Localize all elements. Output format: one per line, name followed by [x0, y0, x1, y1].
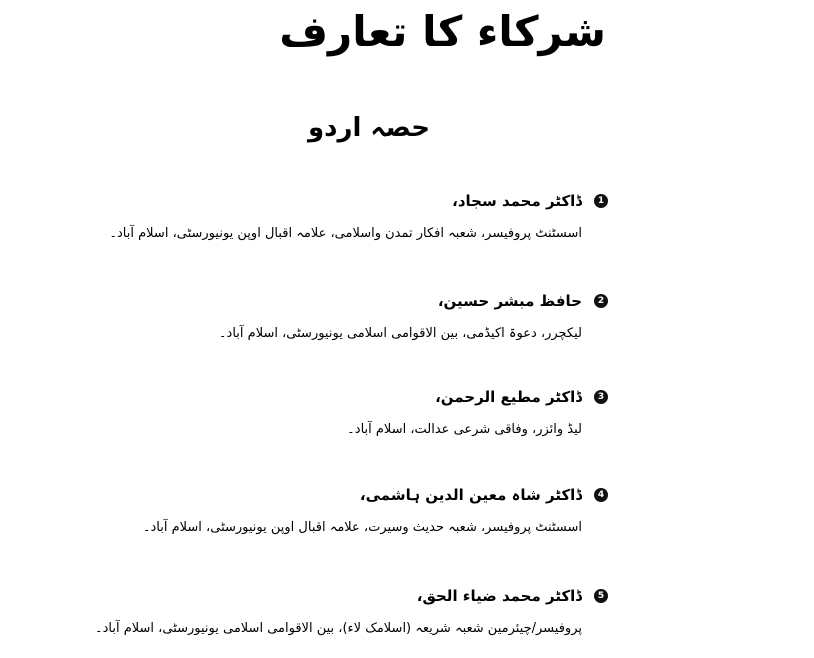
participant-entry: [95, 585, 608, 639]
participant-entry: [143, 484, 608, 538]
page-title: شرکاء کا تعارف: [279, 7, 606, 56]
participant-entry: [347, 386, 608, 440]
participant-name: ڈاکٹر محمد ضیاء الحق،: [416, 587, 582, 605]
number-badge: 3: [594, 390, 608, 404]
number-badge: 2: [594, 294, 608, 308]
participant-affiliation: لیڈ وائزر، وفاقی شرعی عدالت، اسلام آباد۔: [347, 422, 582, 437]
number-badge: 5: [594, 589, 608, 603]
participant-affiliation: پروفیسر/چیئرمین شعبہ شریعہ (اسلامک لاء)، بین الاقوامی اسلامی یونیورسٹی، اسلام آباد۔: [94, 621, 582, 636]
participant-entry: [219, 290, 608, 344]
section-title: حصہ اردو: [307, 113, 430, 143]
participant-name: حافظ مبشر حسین،: [437, 292, 582, 310]
participant-affiliation: لیکچرر، دعوۃ اکیڈمی، بین الاقوامی اسلامی یونیورسٹی، اسلام آباد۔: [218, 326, 582, 341]
participant-entry: [109, 190, 608, 244]
participant-affiliation: اسسٹنٹ پروفیسر، شعبہ افکار تمدن واسلامی، علامہ اقبال اوپن یونیورسٹی، اسلام آباد۔: [109, 226, 582, 241]
participant-name: ڈاکٹر مطیع الرحمن،: [435, 388, 582, 406]
participant-name: ڈاکٹر محمد سجاد،: [452, 192, 582, 210]
number-badge: 1: [594, 194, 608, 208]
number-badge: 4: [594, 488, 608, 502]
participant-name: ڈاکٹر شاہ معین الدین ہاشمی،: [359, 486, 582, 504]
participant-affiliation: اسسٹنٹ پروفیسر، شعبہ حدیث وسیرت، علامہ اقبال اوپن یونیورسٹی، اسلام آباد۔: [142, 520, 582, 535]
